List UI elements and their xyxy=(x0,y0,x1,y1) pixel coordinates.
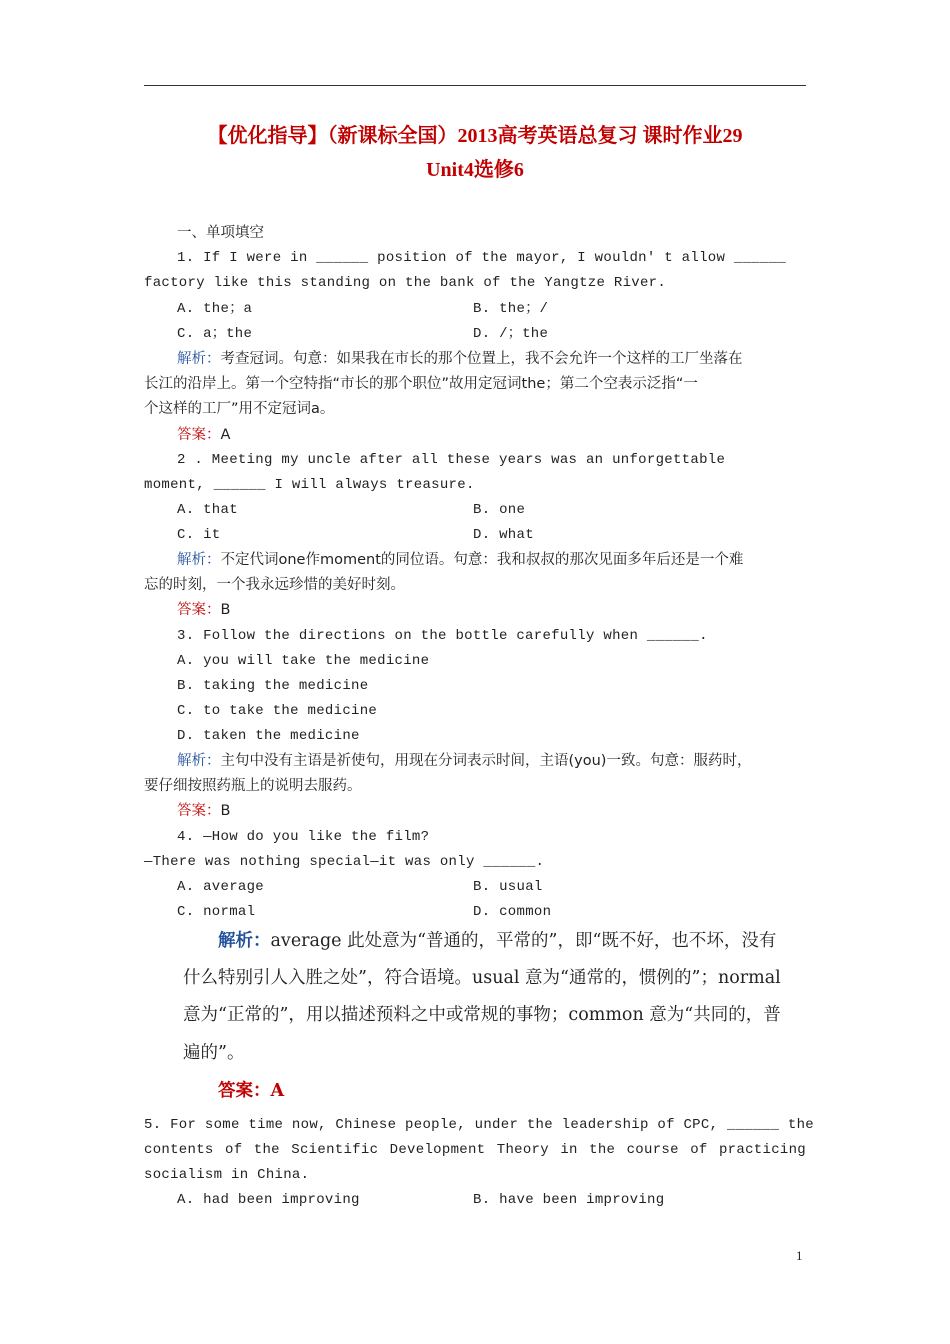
q4-stem-line1: 4. —How do you like the film? xyxy=(177,829,430,845)
q3-option-d: D. taken the medicine xyxy=(177,728,360,744)
q5-stem-line1: 5. For some time now, Chinese people, under the leadership of CPC, ______ the xyxy=(144,1117,815,1133)
analysis-label: 解析： xyxy=(177,351,221,367)
q4-option-d: D. common xyxy=(473,904,552,920)
q3-analysis-line1 xyxy=(177,749,839,774)
q4-analysis-line1 xyxy=(218,923,776,960)
analysis-label: 解析： xyxy=(177,753,221,769)
q1-analysis-text: 考查冠词。句意：如果我在市长的那个位置上，我不会允许一个这样的工厂坐落在 xyxy=(220,351,743,367)
section-heading: 一、单项填空 xyxy=(177,225,264,241)
answer-label: 答案： xyxy=(177,427,221,443)
q4-analysis-line3: 意为“正常的”，用以描述预料之中或常规的事物；common 意为“共同的，普 xyxy=(183,1005,781,1025)
q3-option-a: A. you will take the medicine xyxy=(177,653,430,669)
q1-analysis-line3: 个这样的工厂”用不定冠词a。 xyxy=(144,401,335,417)
q4-stem-line2: —There was nothing special—it was only ______. xyxy=(144,854,545,870)
q2-stem-line1: 2 . Meeting my uncle after all these years was an unforgettable xyxy=(177,452,726,468)
page-title: 【优化指导】（新课标全国）2013高考英语总复习 课时作业29 xyxy=(207,125,743,147)
answer-label: 答案： xyxy=(177,602,221,618)
q2-option-c: C. it xyxy=(177,527,221,543)
q4-analysis-line4: 遍的”。 xyxy=(183,1043,245,1063)
q4-option-c: C. normal xyxy=(177,904,256,920)
q2-answer xyxy=(177,598,839,623)
q1-option-d: D. /；the xyxy=(473,326,549,342)
page-number: 1 xyxy=(796,1248,803,1263)
q2-option-d: D. what xyxy=(473,527,534,543)
q1-option-b: B. the；/ xyxy=(473,301,549,317)
analysis-label: 解析： xyxy=(177,552,221,568)
q4-option-a: A. average xyxy=(177,879,265,895)
q5-option-b: B. have been improving xyxy=(473,1192,665,1208)
q2-analysis-line2: 忘的时刻，一个我永远珍惜的美好时刻。 xyxy=(144,577,405,593)
q2-stem-line2: moment, ______ I will always treasure. xyxy=(144,477,475,493)
page-subtitle: Unit4选修6 xyxy=(426,159,524,181)
q5-option-a: A. had been improving xyxy=(177,1192,360,1208)
q4-analysis-text: average 此处意为“普通的，平常的”，即“既不好，也不坏，没有 xyxy=(270,931,777,951)
q2-option-a: A. that xyxy=(177,502,238,518)
q3-option-c: C. to take the medicine xyxy=(177,703,378,719)
q1-option-a: A. the；a xyxy=(177,301,253,317)
q4-answer-value: A xyxy=(270,1081,285,1101)
q3-analysis-line2: 要仔细按照药瓶上的说明去服药。 xyxy=(144,778,362,794)
analysis-label: 解析： xyxy=(218,931,271,951)
q1-stem-line1: 1. If I were in ______ position of the mayor, I wouldn' t allow ______ xyxy=(177,250,787,266)
q4-analysis-line2: 什么特别引人入胜之处”，符合语境。usual 意为“通常的，惯例的”；normal xyxy=(183,968,781,988)
answer-label: 答案： xyxy=(218,1081,271,1101)
q2-analysis-text: 不定代词one作moment的同位语。句意：我和叔叔的那次见面多年后还是一个难 xyxy=(220,552,744,568)
q5-stem-line3: socialism in China. xyxy=(144,1167,310,1183)
header-rule xyxy=(144,85,806,86)
q3-answer-value: B xyxy=(220,803,231,819)
q2-answer-value: B xyxy=(220,602,231,618)
q3-option-b: B. taking the medicine xyxy=(177,678,369,694)
q2-analysis-line1 xyxy=(177,548,839,573)
q1-analysis-line1 xyxy=(177,347,839,372)
q5-stem-line2: contents of the Scientific Development Theory in the course of practicing xyxy=(144,1142,806,1158)
q1-option-c: C. a；the xyxy=(177,326,253,342)
q3-stem: 3. Follow the directions on the bottle carefully when ______. xyxy=(177,628,708,644)
q3-answer xyxy=(177,799,839,824)
q4-answer xyxy=(218,1073,284,1110)
q2-option-b: B. one xyxy=(473,502,526,518)
q1-answer-value: A xyxy=(220,427,231,443)
q1-answer xyxy=(177,423,839,448)
q1-analysis-line2: 长江的沿岸上。第一个空特指“市长的那个职位”故用定冠词the；第二个空表示泛指“一 xyxy=(144,376,698,392)
answer-label: 答案： xyxy=(177,803,221,819)
q4-option-b: B. usual xyxy=(473,879,543,895)
q1-stem-line2: factory like this standing on the bank of the Yangtze River. xyxy=(144,275,667,291)
q3-analysis-text: 主句中没有主语是祈使句，用现在分词表示时间，主语(you)一致。句意：服药时， xyxy=(220,753,752,769)
